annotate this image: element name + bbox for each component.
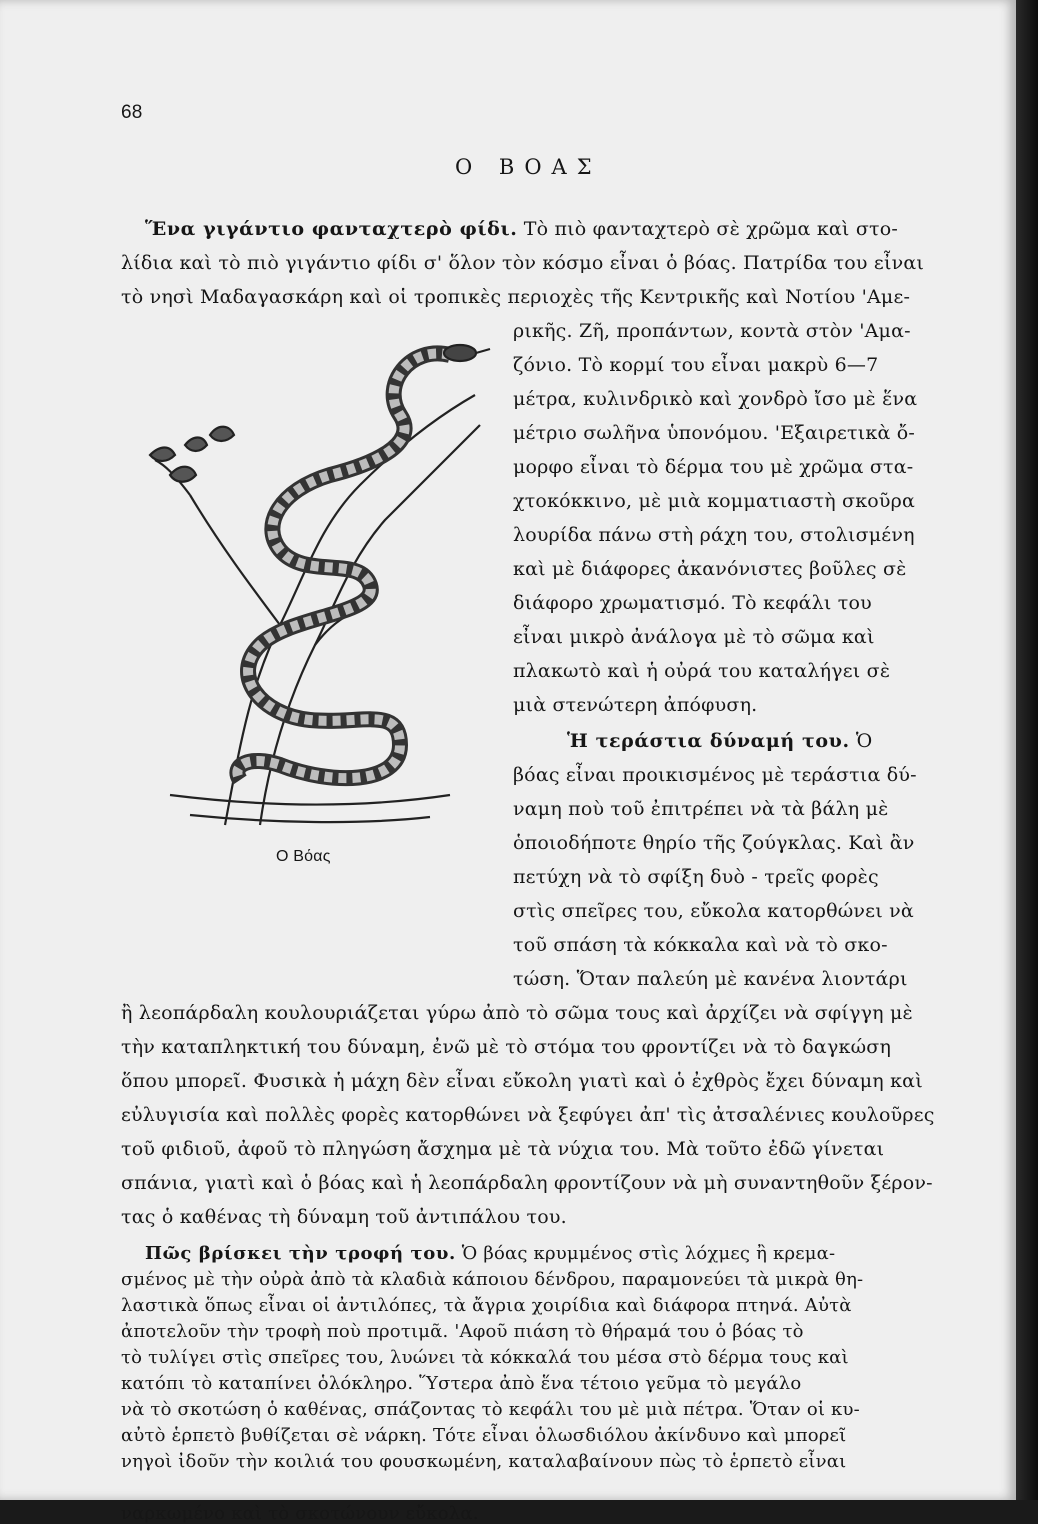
text-line: τώση. Ὅταν παλεύη μὲ κανένα λιοντάρι: [513, 968, 908, 990]
para3-line-1: Πῶς βρίσκει τὴν τροφή του. Ὁ βόας κρυμμένος στὶς λόχμες ἢ κρεμα-: [145, 1243, 836, 1264]
para2-heading: Ἡ τεράστια δύναμή του.: [567, 730, 850, 752]
text-line: τὸ νησὶ Μαδαγασκάρη καὶ οἱ τροπικὲς περιοχὲς τῆς Κεντρικῆς καὶ Νοτίου 'Αμε-: [121, 286, 911, 308]
text-line: ὅπου μπορεῖ. Φυσικὰ ἡ μάχη δὲν εἶναι εὔκολη γιατὶ καὶ ὁ ἐχθρὸς ἔχει δύναμη καὶ: [121, 1070, 923, 1092]
text-line: λουρίδα πάνω στὴ ράχη του, στολισμένη: [513, 524, 915, 546]
text-line: αὐτὸ ἑρπετὸ βυθίζεται σὲ νάρκη. Τότε εἶναι ὁλωσδιόλου ἀκίνδυνο καὶ μπορεῖ: [121, 1425, 847, 1446]
text-line: σπάνια, γιατὶ καὶ ὁ βόας καὶ ἡ λεοπάρδαλη φροντίζουν νὰ μὴ συναντηθοῦν ξέρον-: [121, 1172, 933, 1194]
text-line: εὐλυγισία καὶ πολλὲς φορὲς κατορθώνει νὰ ξεφύγει ἀπ' τὶς ἀτσαλένιες κουλοῦρες: [121, 1104, 935, 1126]
snake-on-tree-illustration: [130, 325, 510, 835]
text-line: νηγοὶ ἰδοῦν τὴν κοιλιά του φουσκωμένη, καταλαβαίνουν πὼς τὸ ἑρπετὸ εἶναι: [121, 1451, 847, 1472]
text-line: ρικῆς. Ζῆ, προπάντων, κοντὰ στὸν 'Αμα-: [513, 320, 911, 342]
para1-line-1: Ἕνα γιγάντιο φανταχτερὸ φίδι. Τὸ πιὸ φανταχτερὸ σὲ χρῶμα καὶ στο-: [145, 218, 898, 240]
page-number: 68: [121, 102, 143, 123]
text-line: μορφο εἶναι τὸ δέρμα του μὲ χρῶμα στα-: [513, 456, 914, 478]
text-line: στὶς σπεῖρες του, εὔκολα κατορθώνει νὰ: [513, 900, 914, 922]
text-line: ἀποτελοῦν τὴν τροφὴ ποὺ προτιμᾶ. 'Αφοῦ πιάση τὸ θήραμά του ὁ βόας τὸ: [121, 1321, 804, 1342]
text-line: νὰ τὸ σκοτώση ὁ καθένας, σπάζοντας τὸ κεφάλι του μὲ μιὰ πέτρα. Ὅταν οἱ κυ-: [121, 1399, 860, 1420]
text-line: πλακωτὸ καὶ ἡ οὐρά του καταλήγει σὲ: [513, 660, 891, 682]
text-line: χτοκόκκινο, μὲ μιὰ κομματιαστὴ σκοῦρα: [513, 490, 916, 512]
text-line: βόας εἶναι προικισμένος μὲ τεράστια δύ-: [513, 764, 917, 786]
text-line: πετύχη νὰ τὸ σφίξη δυὸ - τρεῖς φορὲς: [513, 866, 879, 888]
text-line: ὁποιοδήποτε θηρίο τῆς ζούγκλας. Καὶ ἂν: [513, 832, 915, 854]
text-line: τας ὁ καθένας τὴ δύναμη τοῦ ἀντιπάλου του.: [121, 1206, 567, 1228]
text-line: τοῦ φιδιοῦ, ἀφοῦ τὸ πληγώση ἄσχημα μὲ τὰ νύχια του. Μὰ τοῦτο ἐδῶ γίνεται: [121, 1138, 885, 1160]
figure-caption: Ο Βόας: [276, 848, 331, 865]
text-line: ναμη ποὺ τοῦ ἐπιτρέπει νὰ τὰ βάλη μὲ: [513, 798, 889, 820]
text-line: τὸ τυλίγει στὶς σπεῖρες του, λυώνει τὰ κόκκαλά του μέσα στὸ δέρμα τους καὶ: [121, 1347, 849, 1368]
text-line: καὶ μὲ διάφορες ἀκανόνιστες βοῦλες σὲ: [513, 558, 907, 580]
text-line: εἶναι μικρὸ ἀνάλογα μὲ τὸ σῶμα καὶ: [513, 626, 875, 648]
text-line: μιὰ στενώτερη ἀπόφυση.: [513, 694, 758, 716]
para2-line-1: Ἡ τεράστια δύναμή του. Ὁ: [567, 730, 873, 752]
text-line: ναρκωμένο καὶ τὸ σκοτώνουν εὔκολα.: [121, 1503, 479, 1524]
text-line: τὴν καταπληκτική του δύναμη, ἐνῶ μὲ τὸ στόμα του φροντίζει νὰ τὸ δαγκώση: [121, 1036, 892, 1058]
page-edge: [1016, 0, 1038, 1500]
para1-heading: Ἕνα γιγάντιο φανταχτερὸ φίδι.: [145, 218, 518, 240]
text-line: κατόπι τὸ καταπίνει ὁλόκληρο. Ὕστερα ἀπὸ ἕνα τέτοιο γεῦμα τὸ μεγάλο: [121, 1373, 802, 1394]
para3-heading: Πῶς βρίσκει τὴν τροφή του.: [145, 1243, 456, 1264]
text-line: ἢ λεοπάρδαλη κουλουριάζεται γύρω ἀπὸ τὸ σῶμα τους καὶ ἀρχίζει νὰ σφίγγη μὲ: [121, 1002, 913, 1024]
text-line: διάφορο χρωματισμό. Τὸ κεφάλι του: [513, 592, 872, 614]
text-line: λίδια καὶ τὸ πιὸ γιγάντιο φίδι σ' ὅλον τὸν κόσμο εἶναι ὁ βόας. Πατρίδα του εἶναι: [121, 252, 925, 274]
text-line: λαστικὰ ὅπως εἶναι οἱ ἀντιλόπες, τὰ ἄγρια χοιρίδια καὶ διάφορα πτηνά. Αὐτὰ: [121, 1295, 852, 1316]
text-line: μέτριο σωλῆνα ὑπονόμου. 'Εξαιρετικὰ ὄ-: [513, 422, 916, 444]
text-line: σμένος μὲ τὴν οὐρὰ ἀπὸ τὰ κλαδιὰ κάποιου δένδρου, παραμονεύει τὰ μικρὰ θη-: [121, 1269, 864, 1290]
text-line: ζόνιο. Τὸ κορμί του εἶναι μακρὺ 6—7: [513, 354, 879, 376]
text-line: τοῦ σπάση τὰ κόκκαλα καὶ νὰ τὸ σκο-: [513, 934, 888, 956]
text-line: μέτρα, κυλινδρικὸ καὶ χονδρὸ ἴσο μὲ ἕνα: [513, 388, 918, 410]
page-title: Ο ΒΟΑΣ: [455, 155, 602, 179]
